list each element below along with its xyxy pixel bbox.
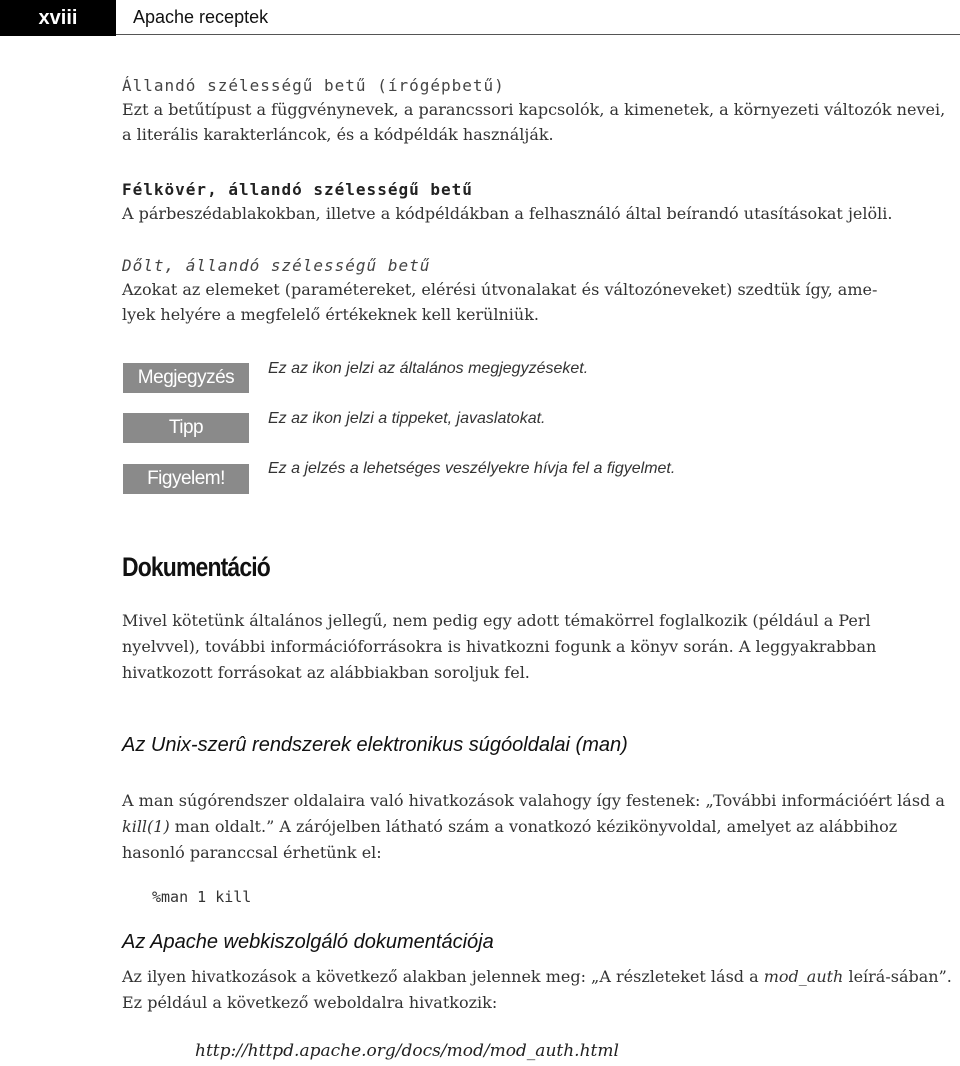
note-badge: Megjegyzés	[123, 363, 249, 393]
tip-description: Ez az ikon jelzi a tippeket, javaslatokat.	[268, 410, 546, 427]
convention-term: Állandó szélességű betű (írógépbetű)	[122, 76, 505, 95]
subheading-apache-docs: Az Apache webkiszolgáló dokumentációja	[122, 931, 494, 953]
subheading-man-pages: Az Unix-szerû rendszerek elektronikus súgóoldalai (man)	[122, 734, 628, 756]
convention-monospace	[122, 76, 952, 147]
man-page-reference: kill(1)	[122, 817, 170, 836]
tip-badge: Tipp	[123, 413, 249, 443]
warning-description: Ez a jelzés a lehetséges veszélyekre hívja fel a figyelmet.	[268, 460, 676, 477]
running-head: Apache receptek	[133, 7, 269, 27]
section-heading-documentation: Dokumentáció	[122, 552, 270, 582]
documentation-intro: Mivel kötetünk általános jellegű, nem pedig egy adott témakörrel foglalkozik (például a Perl nyelvvel), további információforrásokra is hivatkozni fogunk a könyv során. A leggyakrabban hivatkozott forrásokat az alábbiakban soroljuk fel.	[122, 611, 877, 682]
convention-bold-monospace	[122, 180, 952, 226]
convention-description: A párbeszédablakokban, illetve a kódpéldákban a felhasználó által beírandó utasításokat jelöli.	[122, 204, 893, 223]
code-example: %man 1 kill	[152, 888, 252, 906]
note-description: Ez az ikon jelzi az általános megjegyzéseket.	[268, 360, 589, 377]
man-paragraph	[122, 788, 952, 866]
text-run: man oldalt.” A zárójelben látható szám a vonatkozó kézikönyvoldal, amelyet az alábbihoz hasonló paranccsal érhetünk el:	[122, 817, 898, 862]
module-reference: mod_auth	[763, 967, 844, 986]
apache-paragraph	[122, 964, 952, 1016]
page-number: xviii	[0, 0, 116, 36]
text-run: Az ilyen hivatkozások a következő alakban jelennek meg: „A részleteket lásd a	[122, 967, 764, 986]
warning-badge: Figyelem!	[123, 464, 249, 494]
convention-description: Ezt a betűtípust a függvénynevek, a parancssori kapcsolók, a kimenetek, a környezeti változók nevei, a literális karakterláncok, és a kódpéldák használják.	[122, 100, 946, 144]
convention-description-line: lyek helyére a megfelelő értékeknek kell kerülniük.	[122, 305, 539, 324]
convention-term: Dőlt, állandó szélességű betű	[122, 256, 431, 275]
convention-italic-monospace	[122, 256, 952, 327]
convention-description-line: Azokat az elemeket (paramétereket, elérési útvonalakat és változóneveket) szedtük így, ame-	[122, 280, 878, 299]
text-run: A man súgórendszer oldalaira való hivatkozások valahogy így festenek: „További információért lásd a	[122, 791, 945, 810]
header-rule	[116, 34, 960, 35]
convention-term: Félkövér, állandó szélességű betű	[122, 180, 473, 199]
text-run: leírá-sában”. Ez például a következő weboldalra hivatkozik:	[122, 967, 952, 1012]
url-example: http://httpd.apache.org/docs/mod/mod_auth.html	[195, 1041, 619, 1061]
page-header	[0, 0, 960, 36]
